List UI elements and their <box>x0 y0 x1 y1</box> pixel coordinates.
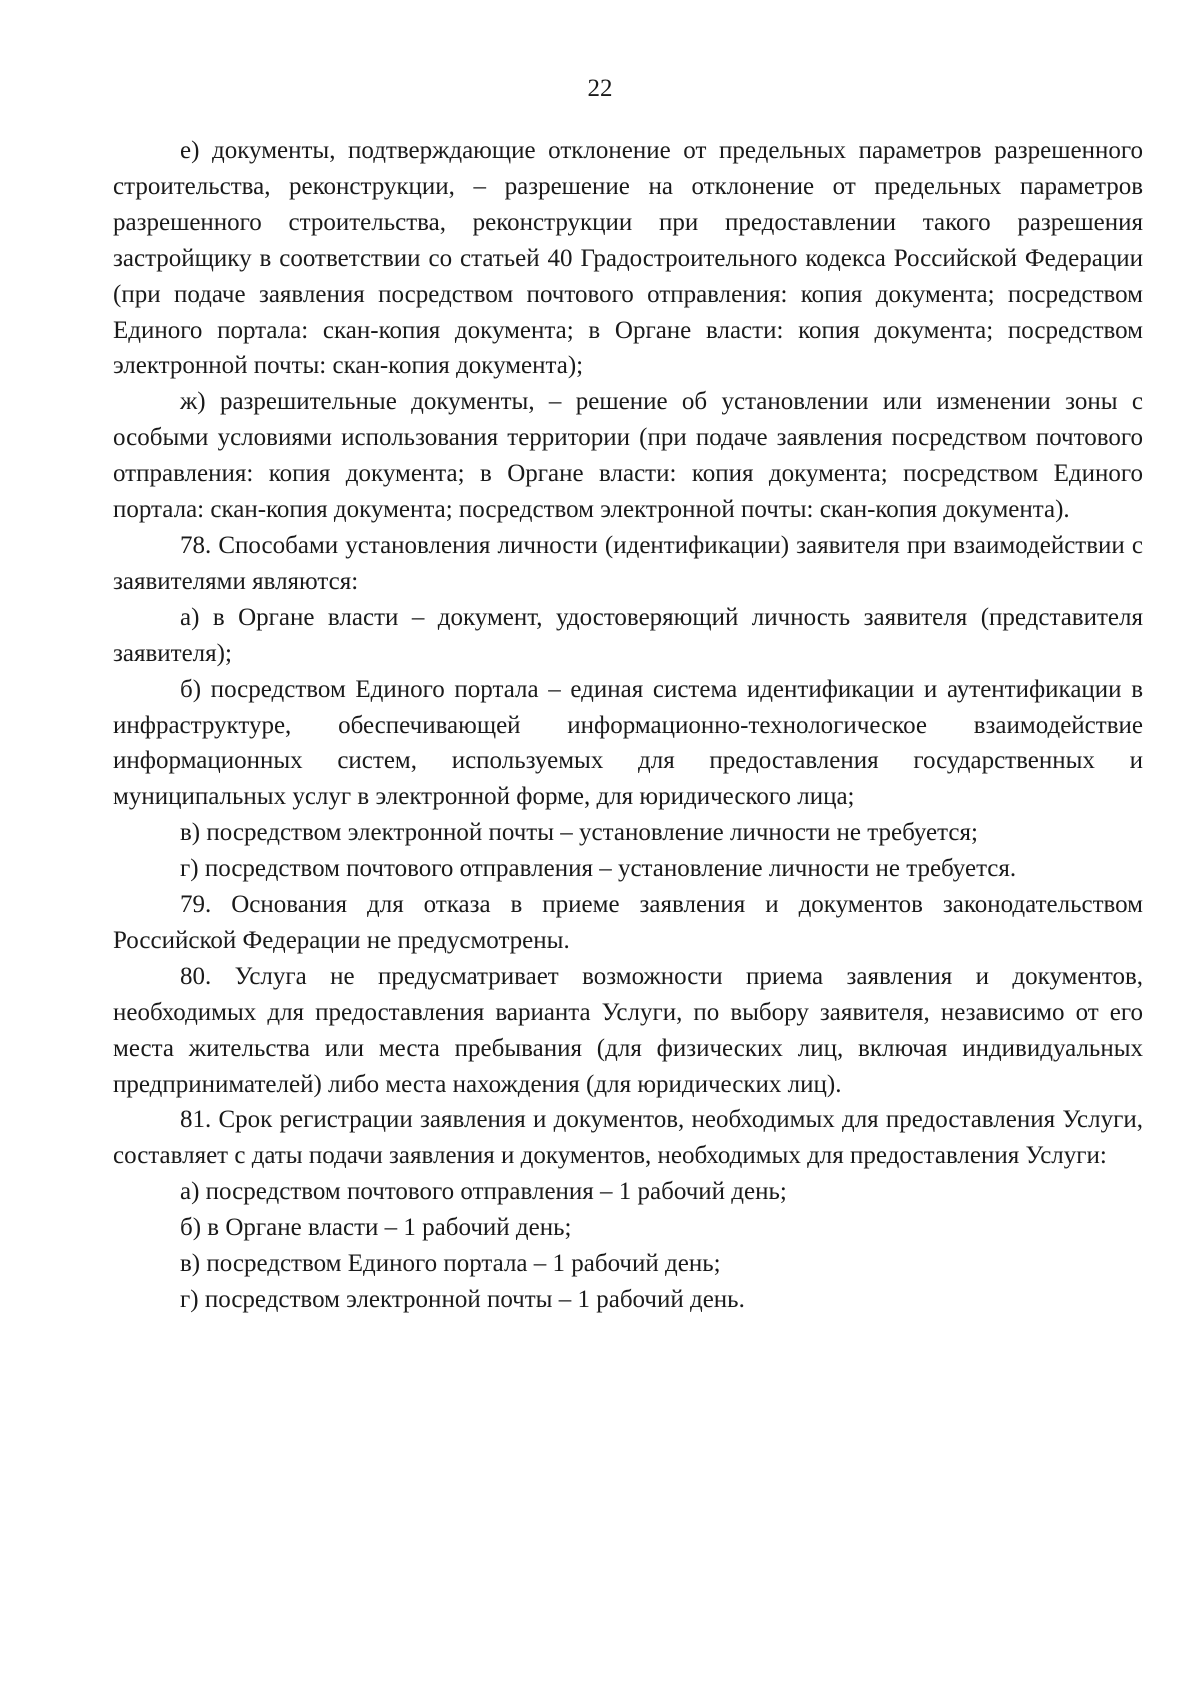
paragraph-81-registration-term: 81. Срок регистрации заявления и документов, необходимых для предоставления Услуги, составляет с даты подачи заявления и документов, необходимых для предоставления Услуги: <box>113 1106 1143 1170</box>
paragraph-78b-portal: б) посредством Единого портала – единая система идентификации и аутентификации в инфраструктуре, обеспечивающей информационно-технологическое взаимодействие информационных систем, используемых для предоставления государственных и муниципальных услуг в электронной форме, для юридического лица; <box>113 675 1143 811</box>
paragraph-80-extraterritorial: 80. Услуга не предусматривает возможности приема заявления и документов, необходимых для предоставления варианта Услуги, по выбору заявителя, независимо от его места жительства или места пребывания (для физических лиц, включая индивидуальных предпринимателей) либо места нахождения (для юридических лиц). <box>113 962 1143 1098</box>
paragraph-78g-post: г) посредством почтового отправления – установление личности не требуется. <box>180 855 1017 883</box>
paragraph-81a-post: а) посредством почтового отправления – 1 рабочий день; <box>180 1178 787 1206</box>
paragraph-78-identification-methods: 78. Способами установления личности (идентификации) заявителя при взаимодействии с заявителями являются: <box>113 531 1143 595</box>
paragraph-78v-email: в) посредством электронной почты – установление личности не требуется; <box>180 819 978 847</box>
paragraph-81g-email: г) посредством электронной почты – 1 рабочий день. <box>180 1286 745 1313</box>
paragraph-zh-permits: ж) разрешительные документы, – решение об установлении или изменении зоны с особыми условиями использования территории (при подаче заявления посредством почтового отправления: копия документа; в Органе власти: копия документа; посредством Единого портала: скан-копия документа; посредством электронной почты: скан-копия документа). <box>113 388 1143 524</box>
paragraph-81v-portal: в) посредством Единого портала – 1 рабочий день; <box>180 1250 721 1278</box>
document-body <box>113 133 1143 1318</box>
page-number: 22 <box>587 75 613 102</box>
paragraph-79-refusal-grounds: 79. Основания для отказа в приеме заявления и документов законодательством Российской Федерации не предусмотрены. <box>113 891 1143 954</box>
paragraph-e-documents: е) документы, подтверждающие отклонение от предельных параметров разрешенного строительства, реконструкции, – разрешение на отклонение от предельных параметров разрешенного строительства, реконструкции при предоставлении такого разрешения застройщику в соответствии со статьей 40 Градостроительного кодекса Российской Федерации (при подаче заявления посредством почтового отправления: копия документа; посредством Единого портала: скан-копия документа; в Органе власти: копия документа; посредством электронной почты: скан-копия документа); <box>113 137 1143 380</box>
paragraph-81b-authority: б) в Органе власти – 1 рабочий день; <box>180 1214 572 1242</box>
paragraph-78a-authority: а) в Органе власти – документ, удостоверяющий личность заявителя (представителя заявителя); <box>113 603 1143 667</box>
